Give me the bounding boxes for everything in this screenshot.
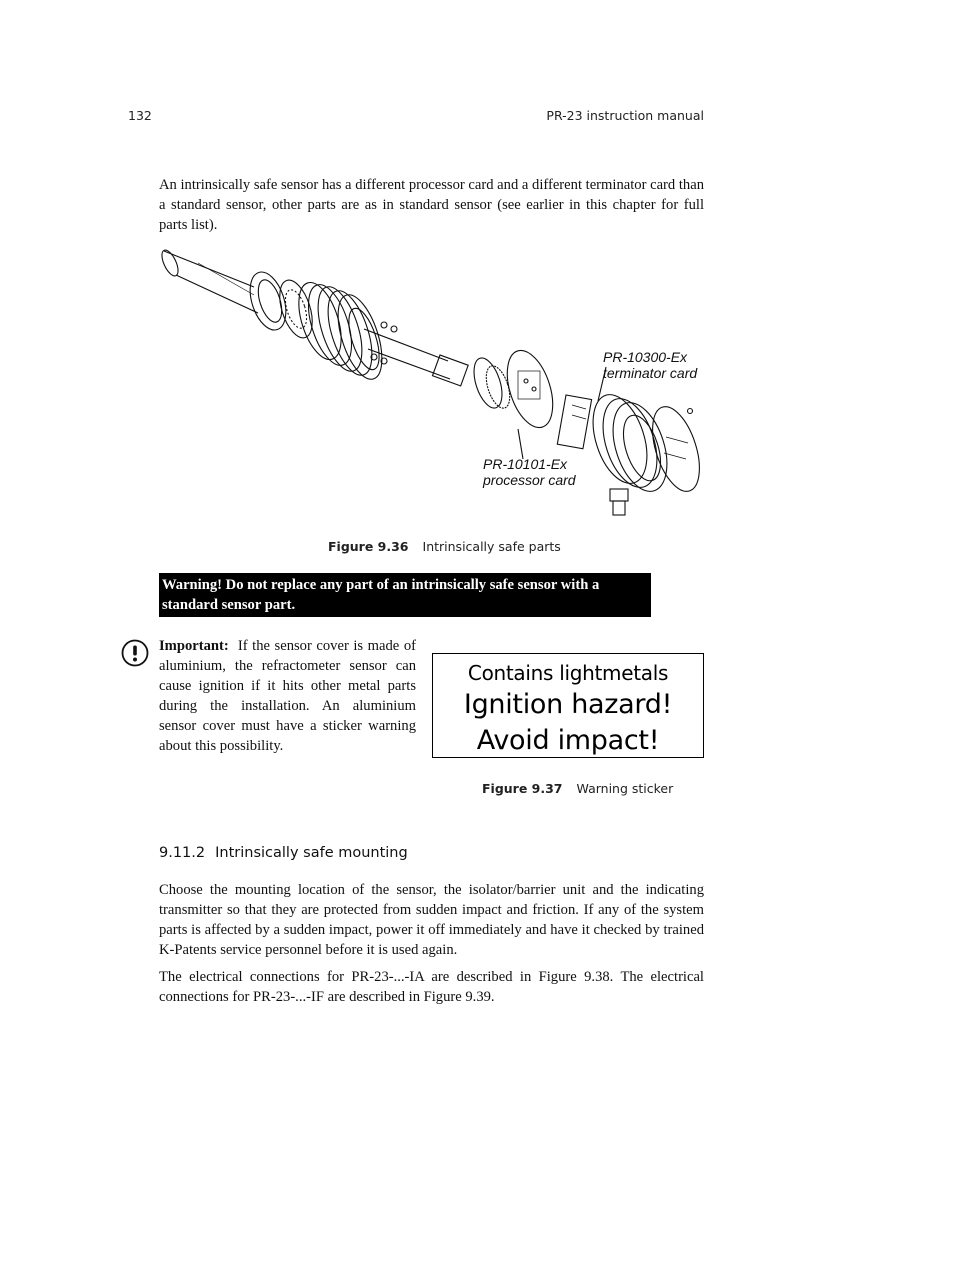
section-number: 9.11.2 xyxy=(159,845,206,861)
exploded-view-drawing xyxy=(158,243,706,523)
figure-intrinsically-safe-parts xyxy=(158,243,706,523)
sticker-line-1: Contains lightmetals xyxy=(467,661,669,685)
processor-card-label: PR-10101-Ex processor card xyxy=(483,456,576,488)
warning-box: Warning! Do not replace any part of an intrinsically safe sensor with a standard sensor part. xyxy=(159,573,651,617)
running-title: PR-23 instruction manual xyxy=(546,108,704,123)
section-title: Intrinsically safe mounting xyxy=(215,845,408,861)
exclamation-circle-icon xyxy=(121,639,149,667)
figure-caption-9-36 xyxy=(328,539,561,554)
important-label: Important: xyxy=(159,638,229,654)
warning-sticker xyxy=(432,653,704,758)
section-heading xyxy=(159,845,408,861)
sticker-line-3: Avoid impact! xyxy=(476,725,660,756)
figure-caption-9-37 xyxy=(482,781,673,796)
caption-number: Figure 9.37 xyxy=(482,781,563,796)
intro-paragraph: An intrinsically safe sensor has a different processor card and a different terminator card than a standard sensor, other parts are as in standard sensor (see earlier in this chapter for full parts list). xyxy=(159,177,704,233)
caption-text: Intrinsically safe parts xyxy=(422,539,561,554)
important-text: If the sensor cover is made of aluminium, the refractometer sensor can cause ignition if it hits other metal parts during the installation. An aluminium sensor cover must have a sticker warning about this possibility. xyxy=(159,638,417,754)
terminator-card-label: PR-10300-Ex terminator card xyxy=(603,349,698,381)
sticker-line-2: Ignition hazard! xyxy=(463,689,673,720)
caption-text: Warning sticker xyxy=(576,781,674,796)
caption-number: Figure 9.36 xyxy=(328,539,409,554)
mounting-paragraph-1: Choose the mounting location of the sensor, the isolator/barrier unit and the indicating transmitter so that they are protected from sudden impact and friction. If any of the system parts is affected by a sudden impact, power it off immediately and have it checked by trained K-Patents service personnel before it is used again. xyxy=(159,882,704,958)
page-number: 132 xyxy=(128,108,152,123)
mounting-paragraph-2: The electrical connections for PR-23-...-IA are described in Figure 9.38. The electrical connections for PR-23-...-IF are described in Figure 9.39. xyxy=(159,969,704,1005)
important-note xyxy=(159,636,416,756)
